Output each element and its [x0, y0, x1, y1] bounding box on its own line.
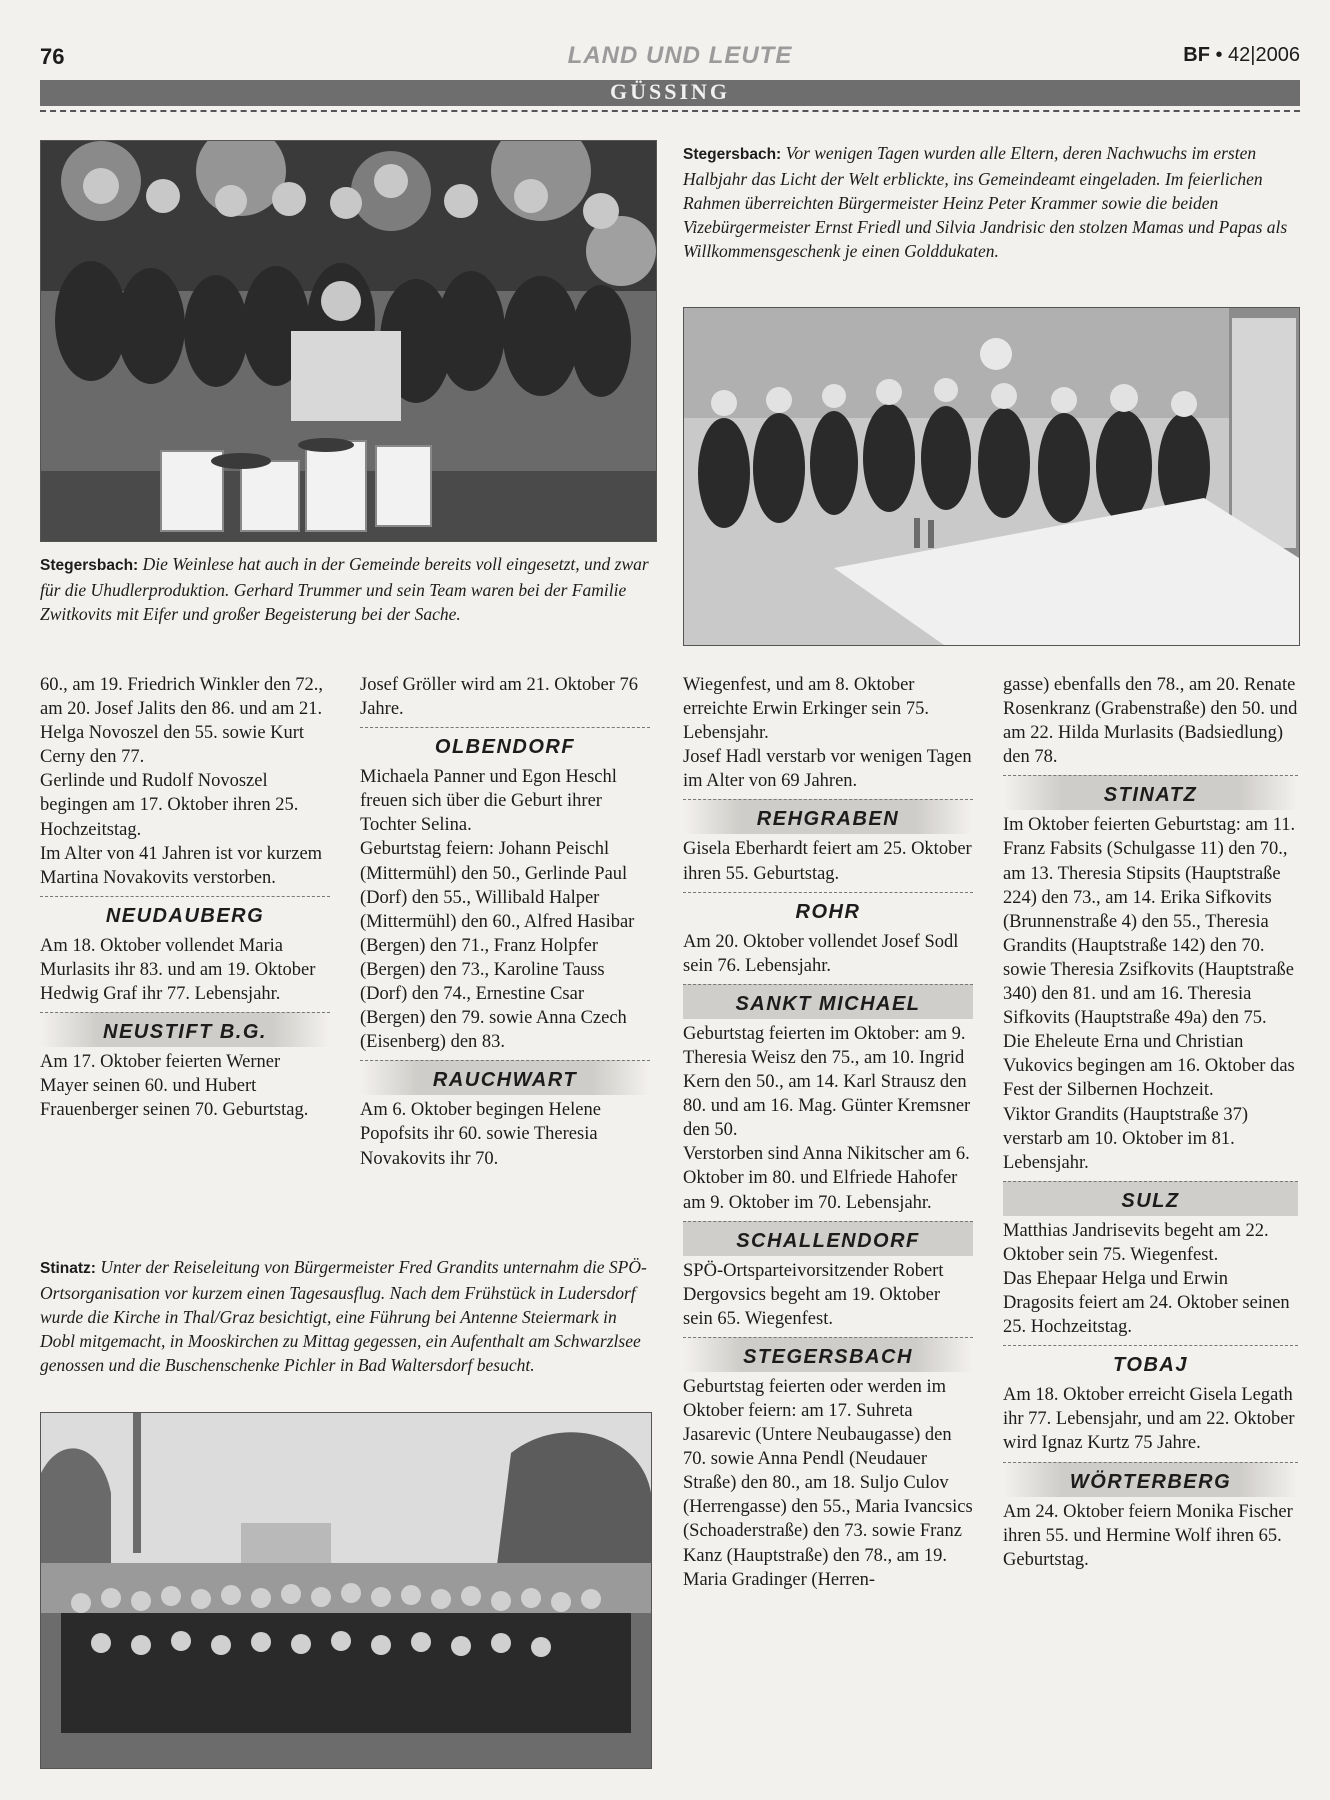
header-divider [40, 110, 1300, 112]
paragraph: SPÖ-Ortsparteivorsitzender Robert Dergovsics begeht am 19. Oktober sein 65. Wiegenfest. [683, 1260, 944, 1329]
paragraph: Wiegenfest, und am 8. Oktober erreichte Erwin Erkinger sein 75. Lebensjahr. [683, 675, 930, 744]
heading-schallendorf: SCHALLENDORF [683, 1221, 973, 1256]
paragraph: Am 6. Oktober begingen Helene Popofsits ihr 60. sowie Theresia Novakovits ihr 70. [360, 1100, 601, 1169]
heading-stegersbach: STEGERSBACH [683, 1337, 973, 1372]
paragraph: Geburtstag feiern: Johann Peischl (Mittermühl) den 50., Gerlinde Paul (Dorf) den 55., Willibald Halper (Mittermühl) den 60., Alfred Hasibar (Bergen) den 71., Franz Holpfer (Bergen) den 73., Karoline Tauss (Dorf) den 74., Ernestine Csar (Bergen) den 79. sowie Anna Czech (Eisenberg) den 83. [360, 839, 635, 1053]
paragraph: Am 24. Oktober feiern Monika Fischer ihren 55. und Hermine Wolf ihren 65. Geburtstag. [1003, 1501, 1293, 1570]
paragraph: Im Alter von 41 Jahren ist vor kurzem Martina Novakovits verstorben. [40, 843, 323, 888]
page-number: 76 [40, 44, 65, 69]
caption-place: Stegersbach: [40, 557, 139, 574]
paragraph: Michaela Panner und Egon Heschl freuen sich über die Geburt ihrer Tochter Selina. [360, 767, 617, 836]
issue-info [1183, 44, 1300, 67]
caption-place: Stegersbach: [683, 146, 782, 163]
caption-parents-babies [683, 141, 1298, 263]
paragraph: Am 18. Oktober erreicht Gisela Legath ihr 77. Lebensjahr, und am 22. Oktober wird Ignaz Kurtz 75 Jahre. [1003, 1385, 1295, 1454]
caption-text: Unter der Reiseleitung von Bürgermeister Fred Grandits unternahm die SPÖ-Ortsorganisation vor kurzem einen Tagesausflug. Nach dem Frühstück in Ludersdorf wurde die Kirche in Thal/Graz besichtigt, eine Führung bei Antenne Steiermark in Dobl mitgemacht, in Mooskirchen zu Mittag gegessen, ein Aufenthalt am Schwarzlsee genossen und die Buschenschenke Pichler in Bad Waltersdorf besucht. [40, 1257, 647, 1375]
paragraph: gasse) ebenfalls den 78., am 20. Renate Rosenkranz (Grabenstraße) den 50. und am 22. Hilda Murlasits (Badsiedlung) den 78. [1003, 675, 1298, 768]
paragraph: Josef Hadl verstarb vor wenigen Tagen im Alter von 69 Jahren. [683, 747, 972, 792]
issue-number: • 42|2006 [1215, 44, 1300, 66]
heading-neustift: NEUSTIFT B.G. [40, 1012, 330, 1047]
paragraph: Die Eheleute Erna und Christian Vukovics begingen am 16. Oktober das Fest der Silbernen Hochzeit. [1003, 1032, 1295, 1101]
caption-text: Die Weinlese hat auch in der Gemeinde bereits voll eingesetzt, und zwar für die Uhudlerproduktion. Gerhard Trummer und sein Team waren bei der Familie Zwitkovits mit Eifer und großer Begeisterung bei der Sache. [40, 554, 649, 624]
heading-neudauberg: NEUDAUBERG [40, 896, 330, 931]
photo-group-trip [40, 1412, 652, 1769]
caption-text: Vor wenigen Tagen wurden alle Eltern, deren Nachwuchs im ersten Halbjahr das Licht der Welt erblickte, ins Gemeindeamt eingeladen. Im feierlichen Rahmen überreichten Bürgermeister Heinz Peter Krammer sowie die beiden Vizebürgermeister Ernst Friedl und Silvia Jandrisic den stolzen Mamas und Papas als Willkommensgeschenk je einen Golddukaten. [683, 143, 1288, 261]
paragraph: Verstorben sind Anna Nikitscher am 6. Oktober im 80. und Elfriede Hahofer am 9. Oktober im 70. Lebensjahr. [683, 1144, 970, 1213]
heading-worterberg: WÖRTERBERG [1003, 1462, 1298, 1497]
paragraph: Josef Gröller wird am 21. Oktober 76 Jahre. [360, 675, 638, 720]
column-3 [683, 673, 973, 1592]
photo-grape-harvest [40, 140, 657, 542]
paragraph: 60., am 19. Friedrich Winkler den 72., am 20. Josef Jalits den 86. und am 21. Helga Novoszel den 55. sowie Kurt Cerny den 77. [40, 675, 324, 768]
column-4 [1003, 673, 1298, 1572]
heading-sankt-michael: SANKT MICHAEL [683, 984, 973, 1019]
paragraph: Das Ehepaar Helga und Erwin Dragosits feiert am 24. Oktober seinen 25. Hochzeitstag. [1003, 1268, 1290, 1338]
heading-rauchwart: RAUCHWART [360, 1060, 650, 1095]
heading-tobaj: TOBAJ [1003, 1345, 1298, 1380]
heading-rohr: ROHR [683, 892, 973, 927]
column-1 [40, 673, 330, 1122]
paragraph: Viktor Grandits (Hauptstraße 37) verstarb am 10. Oktober im 81. Lebensjahr. [1003, 1104, 1248, 1173]
heading-stinatz: STINATZ [1003, 775, 1298, 810]
publication-name: BF [1183, 44, 1210, 66]
caption-place: Stinatz: [40, 1260, 96, 1277]
paragraph: Geburtstag feierten oder werden im Oktober feiern: am 17. Suhreta Jasarevic (Untere Neubaugasse) den 70. sowie Anna Pendl (Neudauer Straße) den 80., am 18. Suljo Culov (Herrengasse) den 55., Maria Ivancsics (Schoaderstraße) den 73. sowie Franz Kanz (Hauptstraße) den 78., am 19. Maria Gradinger (Herren- [683, 1376, 973, 1590]
paragraph: Am 20. Oktober vollendet Josef Sodl sein 76. Lebensjahr. [683, 931, 959, 976]
paragraph: Gerlinde und Rudolf Novoszel begingen am 17. Oktober ihren 25. Hochzeitstag. [40, 771, 299, 840]
paragraph: Im Oktober feierten Geburtstag: am 11. Franz Fabsits (Schulgasse 11) den 70., am 13. Theresia Stipsits (Hauptstraße 224) den 73., am 14. Erika Sifkovits (Brunnenstraße 4) den 55., Theresia Grandits (Hauptstraße 142) den 70. sowie Theresia Zsifkovits (Hauptstraße 340) den 81. und am 16. Theresia Sifkovits (Hauptstraße 49a) den 75. [1003, 815, 1296, 1029]
paragraph: Gisela Eberhardt feiert am 25. Oktober ihren 55. Geburtstag. [683, 839, 972, 884]
caption-group-trip [40, 1255, 652, 1377]
column-2 [360, 673, 650, 1171]
paragraph: Geburtstag feierten im Oktober: am 9. Theresia Weisz den 75., am 10. Ingrid Kern den 50., am 14. Karl Strausz den 80. und am 16. Mag. Günter Kremsner den 50. [683, 1023, 971, 1141]
caption-grape-harvest [40, 552, 655, 626]
heading-sulz: SULZ [1003, 1181, 1298, 1216]
photo-parents-babies [683, 307, 1300, 646]
heading-rehgraben: REHGRABEN [683, 799, 973, 834]
heading-olbendorf: OLBENDORF [360, 727, 650, 762]
paragraph: Am 17. Oktober feierten Werner Mayer seinen 60. und Hubert Frauenberger seinen 70. Geburtstag. [40, 1052, 309, 1121]
paragraph: Am 18. Oktober vollendet Maria Murlasits ihr 83. und am 19. Oktober Hedwig Graf ihr 77. Lebensjahr. [40, 935, 316, 1005]
region-title: GÜSSING [609, 79, 731, 104]
paragraph: Matthias Jandrisevits begeht am 22. Oktober sein 75. Wiegenfest. [1003, 1220, 1269, 1265]
section-title: LAND UND LEUTE [567, 42, 793, 69]
